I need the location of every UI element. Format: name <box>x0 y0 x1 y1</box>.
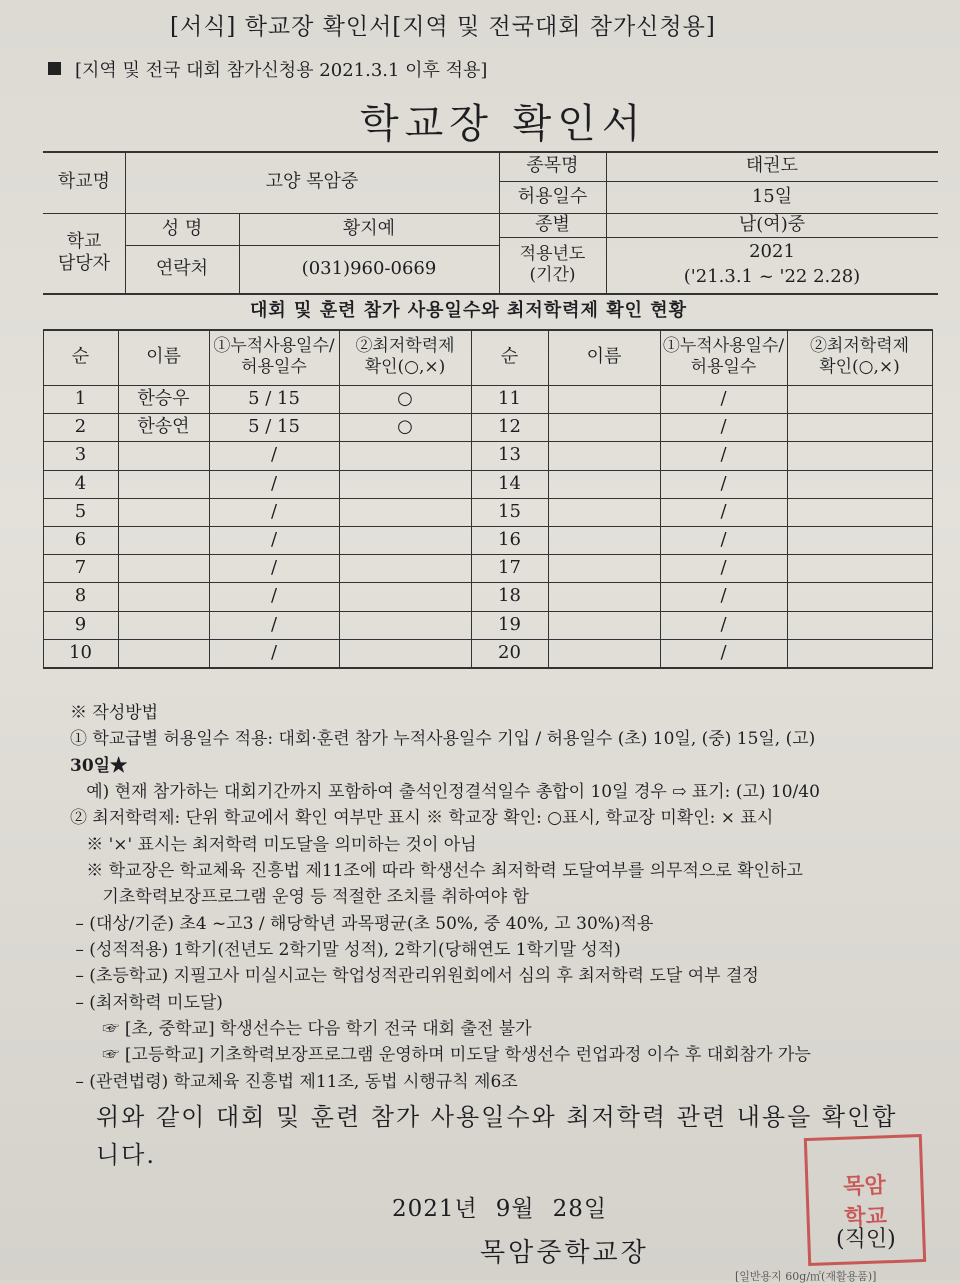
confirm-statement <box>96 1098 897 1175</box>
cell-right-check <box>787 611 932 639</box>
cell-left-no: 2 <box>74 415 87 437</box>
official-seal: 목암 학교 <box>804 1134 926 1266</box>
cell-left-check <box>339 554 471 582</box>
cell-left-days: 5 / 15 <box>248 387 300 409</box>
cell-left-days: / <box>270 472 278 494</box>
note-line: – (최저학력 미도달) <box>70 992 223 1013</box>
cell-right-days: / <box>720 584 727 606</box>
cell-right-name <box>548 526 660 554</box>
cell-left-name: 한송연 <box>137 415 190 437</box>
days-label: 허용일수 <box>517 185 588 207</box>
cell-left-name <box>118 526 209 554</box>
note-line: ① 학교급별 허용일수 적용: 대회·훈련 참가 누적사용일수 기입 / 허용일수 (초) 10일, (중) 15일, (고) <box>70 729 816 750</box>
year-label: 적용년도 (기간) <box>519 243 586 285</box>
date-year: 2021년 <box>392 1196 478 1222</box>
cell-right-check <box>787 498 932 526</box>
note-line: – (초등학교) 지필고사 미실시교는 학업성적관리위원회에서 심의 후 최저학력 도달 여부 결정 <box>70 966 759 987</box>
cell-left-name <box>118 498 209 526</box>
col-name-right: 이름 <box>586 345 622 367</box>
cell-left-days: / <box>270 443 278 465</box>
cell-right-no: 16 <box>498 528 521 550</box>
cell-right-name <box>548 554 660 582</box>
cell-right-days: / <box>720 500 727 522</box>
subhead <box>48 56 487 82</box>
form-title: [서식] 학교장 확인서[지역 및 전국대회 참가신청용] <box>170 14 716 40</box>
confirm-line-1: 위와 같이 대회 및 훈련 참가 사용일수와 최저학력 관련 내용을 확인합 <box>96 1103 898 1131</box>
sport-value: 태권도 <box>745 154 799 176</box>
square-bullet-icon <box>48 62 61 75</box>
col-name-left: 이름 <box>146 345 181 367</box>
name-label: 성 명 <box>161 217 203 239</box>
cell-left-name <box>118 441 209 469</box>
cell-left-check <box>339 582 471 610</box>
note-line: 예) 현재 참가하는 대회기간까지 포함하여 출석인정결석일수 총합이 10일 경우 ⇨ 표기: (고) 10/40 <box>70 782 820 803</box>
note-line: ☞ [고등학교] 기초학력보장프로그램 운영하며 미도달 학생선수 런업과정 이수 후 대회참가 가능 <box>70 1045 811 1066</box>
cell-left-no: 8 <box>74 584 87 606</box>
cell-right-name <box>548 441 660 469</box>
cell-right-no: 20 <box>498 641 521 663</box>
note-line: ※ 학교장은 학교체육 진흥법 제11조에 따라 학생선수 최저학력 도달여부를 의무적으로 확인하고 <box>70 861 803 882</box>
date-day: 28일 <box>552 1196 608 1222</box>
cell-right-check <box>787 385 932 413</box>
col-check-right: ②최저학력제 확인(○,×) <box>809 335 910 377</box>
cell-left-check <box>339 470 471 498</box>
cell-left-no: 5 <box>74 500 87 522</box>
cell-right-name <box>548 611 660 639</box>
cell-left-check <box>339 441 471 469</box>
cell-right-check <box>787 441 932 469</box>
note-line: ② 최저학력제: 단위 학교에서 확인 여부만 표시 ※ 학교장 확인: ○표시, 학교장 미확인: × 표시 <box>70 808 774 829</box>
type-value: 남(여)중 <box>738 213 806 235</box>
cell-left-check <box>339 526 471 554</box>
cell-left-days: / <box>270 641 278 663</box>
cell-left-days: / <box>270 613 278 635</box>
cell-right-check <box>787 639 932 667</box>
issue-date <box>392 1190 625 1223</box>
manager-label: 학교 담당자 <box>57 230 111 274</box>
cell-left-check: ○ <box>397 415 413 437</box>
cell-left-check <box>339 498 471 526</box>
school-label: 학교명 <box>57 170 111 192</box>
note-line: ☞ [초, 중학교] 학생선수는 다음 학기 전국 대회 출전 불가 <box>70 1019 532 1040</box>
school-info-table <box>43 151 938 295</box>
date-month: 9월 <box>495 1196 535 1222</box>
cell-right-check <box>787 526 932 554</box>
cell-right-name <box>548 385 660 413</box>
cell-right-no: 13 <box>498 443 521 465</box>
cell-left-no: 4 <box>74 472 87 494</box>
cell-right-no: 11 <box>498 387 521 409</box>
cell-right-days: / <box>720 613 727 635</box>
cell-right-days: / <box>720 641 727 663</box>
name-value: 황지예 <box>342 217 396 239</box>
principal-name: 목암중학교장 <box>480 1238 649 1268</box>
cell-right-no: 18 <box>498 584 521 606</box>
paper-spec-note: [일반용지 60g/㎡(재활용품)] <box>735 1270 877 1283</box>
type-label: 종별 <box>535 213 570 235</box>
cell-right-name <box>548 582 660 610</box>
cell-left-name <box>118 554 209 582</box>
cell-right-check <box>787 554 932 582</box>
confirm-line-2: 니다. <box>96 1141 156 1170</box>
cell-right-days: / <box>720 472 727 494</box>
cell-left-name <box>118 470 209 498</box>
cell-right-check <box>787 470 932 498</box>
cell-left-check: ○ <box>397 387 413 409</box>
cell-left-name <box>118 611 209 639</box>
col-no-left: 순 <box>71 345 90 367</box>
main-title: 학교장 확인서 <box>360 101 647 147</box>
cell-left-no: 7 <box>74 556 87 578</box>
cell-right-no: 17 <box>498 556 521 578</box>
cell-right-name <box>548 498 660 526</box>
cell-right-name <box>548 470 660 498</box>
col-days-left: ①누적사용일수/ 허용일수 <box>213 335 335 377</box>
sport-label: 종목명 <box>526 154 579 176</box>
col-check-left: ②최저학력제 확인(○,×) <box>355 335 455 377</box>
col-no-right: 순 <box>500 345 519 367</box>
cell-left-name <box>118 639 209 667</box>
cell-right-days: / <box>720 443 727 465</box>
note-line: 기초학력보장프로그램 운영 등 적절한 조치를 취하여야 함 <box>70 887 529 908</box>
cell-left-days: 5 / 15 <box>248 415 300 437</box>
cell-left-check <box>339 639 471 667</box>
participation-table <box>43 329 933 669</box>
cell-right-days: / <box>720 528 727 550</box>
cell-left-no: 6 <box>74 528 87 550</box>
note-line: – (관련법령) 학교체육 진흥법 제11조, 동법 시행규칙 제6조 <box>70 1071 518 1092</box>
note-line: – (대상/기준) 초4 ~고3 / 해당학년 과목평균(초 50%, 중 40%, 고 30%)적용 <box>70 913 654 934</box>
cell-left-name: 한승우 <box>137 387 190 409</box>
school-value: 고양 목암중 <box>265 170 359 192</box>
days-value: 15일 <box>751 185 793 207</box>
cell-right-name <box>548 413 660 441</box>
cell-right-no: 12 <box>498 415 521 437</box>
cell-left-days: / <box>270 500 278 522</box>
note-line: – (성적적용) 1학기(전년도 2학기말 성적), 2학기(당해연도 1학기말 성적) <box>70 940 621 961</box>
cell-right-days: / <box>720 415 727 437</box>
cell-left-days: / <box>270 528 278 550</box>
note-line: 30일★ <box>70 755 128 776</box>
cell-left-days: / <box>270 556 278 578</box>
cell-left-check <box>339 611 471 639</box>
cell-right-no: 15 <box>498 500 521 522</box>
cell-right-days: / <box>720 556 727 578</box>
cell-right-check <box>787 582 932 610</box>
contact-label: 연락처 <box>155 257 209 279</box>
notes-section <box>70 700 940 1095</box>
subhead-text: [지역 및 전국 대회 참가신청용 2021.3.1 이후 적용] <box>75 60 488 81</box>
cell-right-check <box>787 413 932 441</box>
cell-left-no: 3 <box>74 443 87 465</box>
section-title: 대회 및 훈련 참가 사용일수와 최저학력제 확인 현황 <box>250 300 688 321</box>
cell-left-days: / <box>270 584 278 606</box>
cell-left-no: 9 <box>74 613 87 635</box>
period-value: ('21.3.1 ~ '22 2.28) <box>683 265 861 287</box>
col-days-right: ①누적사용일수/ 허용일수 <box>662 335 785 377</box>
cell-right-days: / <box>720 387 727 409</box>
cell-right-no: 19 <box>498 613 521 635</box>
year-value: 2021 <box>749 240 795 262</box>
note-line: ※ 작성방법 <box>70 703 159 723</box>
cell-left-name <box>118 582 209 610</box>
cell-right-no: 14 <box>498 472 521 494</box>
cell-right-name <box>548 639 660 667</box>
contact-value: (031)960-0669 <box>301 257 437 279</box>
note-line: ※ '×' 표시는 최저학력 미도달을 의미하는 것이 아님 <box>70 834 477 855</box>
cell-left-no: 1 <box>74 387 87 409</box>
seal-note: (직인) <box>836 1227 896 1252</box>
cell-left-no: 10 <box>69 641 92 663</box>
